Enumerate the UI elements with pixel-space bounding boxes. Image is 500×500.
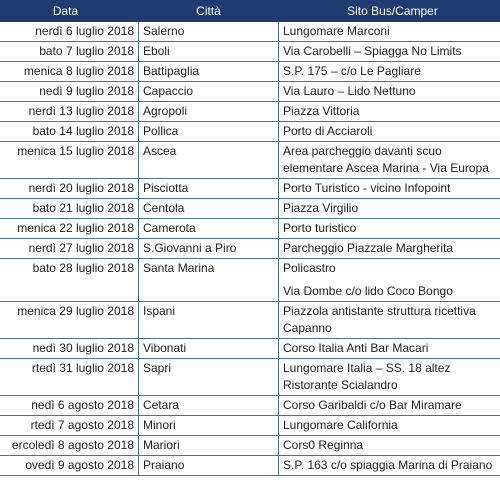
header-row bbox=[0, 1, 500, 22]
table-row bbox=[0, 302, 500, 339]
site-cell bbox=[279, 302, 500, 339]
site-line: Policastro bbox=[283, 261, 336, 275]
date-cell: nedì 30 luglio 2018 bbox=[0, 339, 139, 359]
site-line: Via Carobelli – Spiagga No Limits bbox=[283, 44, 462, 58]
city-cell: Salerno bbox=[139, 22, 279, 42]
city-cell: Pisciotta bbox=[139, 179, 279, 199]
site-line: S.P. 163 c/o spiaggia Marina di Praiano bbox=[283, 458, 493, 472]
site-cell bbox=[279, 416, 500, 436]
site-cell bbox=[279, 142, 500, 179]
date-cell: rtedì 7 agosto 2018 bbox=[0, 416, 139, 436]
site-line: Porto di Acciaroli bbox=[283, 124, 373, 138]
site-cell bbox=[279, 259, 500, 302]
city-cell: Cetara bbox=[139, 396, 279, 416]
site-line: Corso Italia Anti Bar Macari bbox=[283, 341, 429, 355]
table-row bbox=[0, 359, 500, 396]
date-cell: menica 22 luglio 2018 bbox=[0, 219, 139, 239]
site-line: Corso Garibaldi c/o Bar Miramare bbox=[283, 398, 462, 412]
site-line: Piazza Virgilio bbox=[283, 201, 359, 215]
table-row bbox=[0, 416, 500, 436]
date-cell: nedì 9 luglio 2018 bbox=[0, 82, 139, 102]
city-cell: Vibonati bbox=[139, 339, 279, 359]
header-date: Data bbox=[0, 1, 139, 22]
table-row bbox=[0, 199, 500, 219]
city-cell: Camerota bbox=[139, 219, 279, 239]
table-row bbox=[0, 82, 500, 102]
table-row bbox=[0, 339, 500, 359]
table-row bbox=[0, 396, 500, 416]
table-row bbox=[0, 42, 500, 62]
site-line: Area parcheggio davanti scuo bbox=[283, 144, 442, 158]
site-line: Piazza Vittoria bbox=[283, 104, 360, 118]
site-line: Lungomare Italia – SS. 18 altez bbox=[283, 361, 451, 375]
site-cell bbox=[279, 22, 500, 42]
table-row bbox=[0, 102, 500, 122]
date-cell: nerdì 13 luglio 2018 bbox=[0, 102, 139, 122]
table-row bbox=[0, 122, 500, 142]
site-cell bbox=[279, 219, 500, 239]
site-cell bbox=[279, 199, 500, 219]
site-cell bbox=[279, 436, 500, 456]
date-cell: ovedì 9 agosto 2018 bbox=[0, 456, 139, 476]
site-line: Lungomare California bbox=[283, 418, 398, 432]
date-cell: rtedì 31 luglio 2018 bbox=[0, 359, 139, 396]
table-row bbox=[0, 62, 500, 82]
city-cell: Capaccio bbox=[139, 82, 279, 102]
site-line: Via Dombe c/o lido Coco Bongo bbox=[283, 284, 453, 298]
date-cell: bato 28 luglio 2018 bbox=[0, 259, 139, 302]
date-cell: nerdì 6 luglio 2018 bbox=[0, 22, 139, 42]
site-line: Ristorante Scialandro bbox=[283, 378, 398, 392]
city-cell: Santa Marina bbox=[139, 259, 279, 302]
site-cell bbox=[279, 102, 500, 122]
table-row bbox=[0, 22, 500, 42]
site-cell bbox=[279, 179, 500, 199]
date-cell: bato 7 luglio 2018 bbox=[0, 42, 139, 62]
site-cell bbox=[279, 42, 500, 62]
header-city: Città bbox=[139, 1, 279, 22]
table-row bbox=[0, 219, 500, 239]
site-line: Cors0 Reginna bbox=[283, 438, 364, 452]
site-line: S.P. 175 – c/o Le Pagliare bbox=[283, 64, 421, 78]
site-line: Capanno bbox=[283, 321, 332, 335]
table-row bbox=[0, 239, 500, 259]
site-line: Lungomare Marconi bbox=[283, 24, 390, 38]
site-cell bbox=[279, 62, 500, 82]
city-cell: Battipaglia bbox=[139, 62, 279, 82]
site-cell bbox=[279, 122, 500, 142]
site-line: Piazzola antistante struttura ricettiva bbox=[283, 304, 476, 318]
site-line: Porto turistico bbox=[283, 221, 357, 235]
city-cell: Mariori bbox=[139, 436, 279, 456]
site-cell bbox=[279, 359, 500, 396]
table-row bbox=[0, 456, 500, 476]
site-line: Porto Turistico - vicino Infopoint bbox=[283, 181, 451, 195]
city-cell: S.Giovanni a Piro bbox=[139, 239, 279, 259]
date-cell: menica 29 luglio 2018 bbox=[0, 302, 139, 339]
date-cell: nerdì 27 luglio 2018 bbox=[0, 239, 139, 259]
date-cell: menica 8 luglio 2018 bbox=[0, 62, 139, 82]
city-cell: Centola bbox=[139, 199, 279, 219]
city-cell: Praiano bbox=[139, 456, 279, 476]
city-cell: Pollica bbox=[139, 122, 279, 142]
city-cell: Ascea bbox=[139, 142, 279, 179]
site-cell bbox=[279, 456, 500, 476]
site-line: Via Lauro – Lido Nettuno bbox=[283, 84, 416, 98]
table-row bbox=[0, 179, 500, 199]
date-cell: bato 14 luglio 2018 bbox=[0, 122, 139, 142]
table-row bbox=[0, 436, 500, 456]
date-cell: nedì 6 agosto 2018 bbox=[0, 396, 139, 416]
site-cell bbox=[279, 396, 500, 416]
table-row bbox=[0, 142, 500, 179]
date-cell: nerdì 20 luglio 2018 bbox=[0, 179, 139, 199]
site-cell bbox=[279, 339, 500, 359]
city-cell: Agropoli bbox=[139, 102, 279, 122]
date-cell: menica 15 luglio 2018 bbox=[0, 142, 139, 179]
table-body bbox=[0, 22, 500, 476]
site-line: Parcheggio Piazzale Margherita bbox=[283, 241, 454, 255]
site-cell bbox=[279, 239, 500, 259]
site-cell bbox=[279, 82, 500, 102]
date-cell: bato 21 luglio 2018 bbox=[0, 199, 139, 219]
date-cell: ercoledì 8 agosto 2018 bbox=[0, 436, 139, 456]
city-cell: Ispani bbox=[139, 302, 279, 339]
header-site: Sito Bus/Camper bbox=[279, 1, 500, 22]
site-line: elementare Ascea Marina - Via Europa bbox=[283, 161, 489, 175]
city-cell: Sapri bbox=[139, 359, 279, 396]
city-cell: Minori bbox=[139, 416, 279, 436]
city-cell: Eboli bbox=[139, 42, 279, 62]
table-row bbox=[0, 259, 500, 302]
